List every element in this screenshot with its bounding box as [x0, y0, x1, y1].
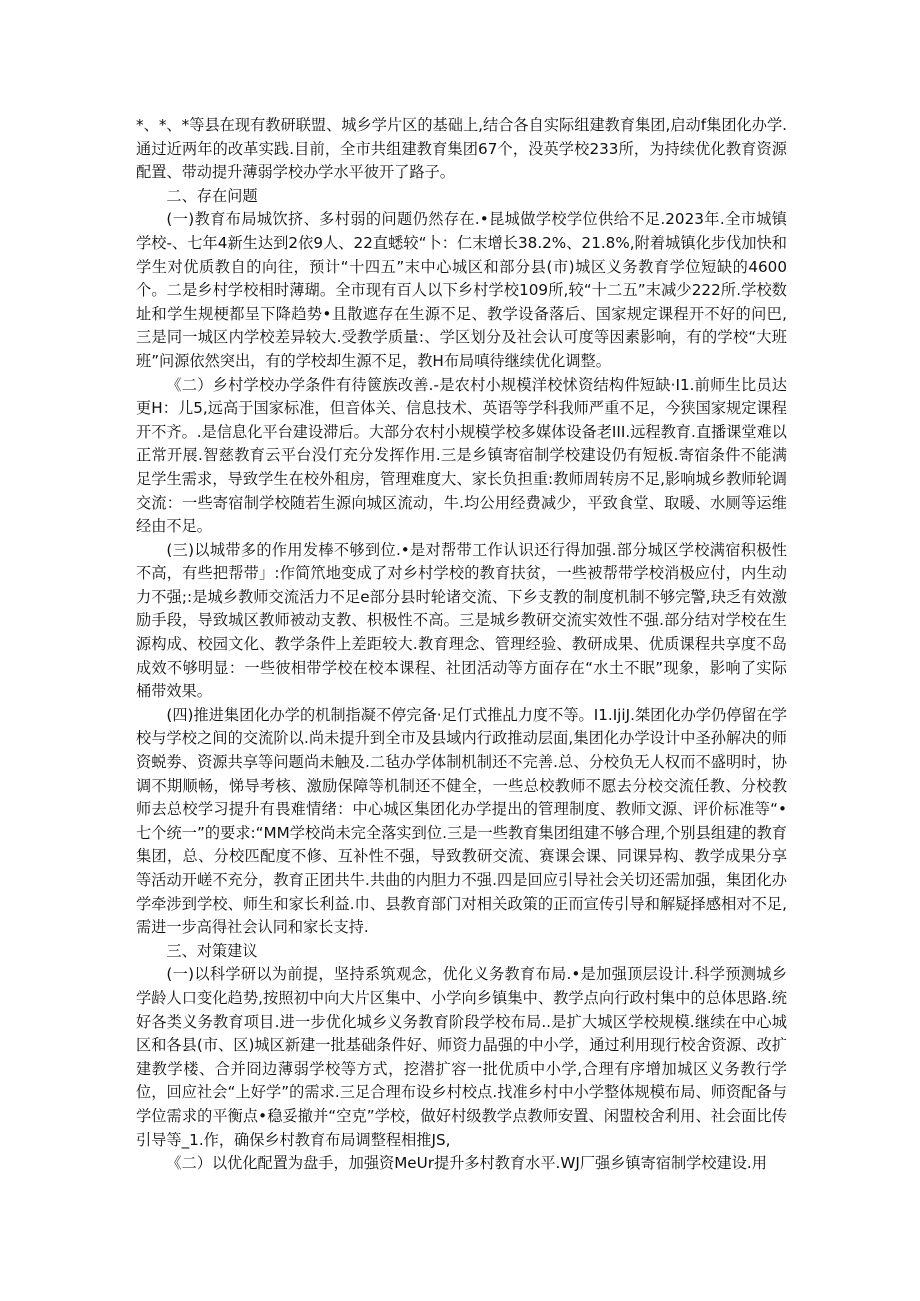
paragraph-intro: *、*、*等县在现有教研联盟、城乡学片区的基础上,结合各自实际组建教育集团,启动f集团化办学.通过近两年的改革实践.目前，全市共组建教育集团67个，没英学校233所，为持续优化教育资源配置、带动提升薄弱学校办学水平彼开了路子。 [136, 116, 787, 182]
paragraph-problem-2: 《二）乡村学校办学条件有待篋族改善.-是农村小规模洋校怵资结构件短缺·I1.前师生比员达更H：儿5,远高于国家标准，但音体关、信息技术、英语等学科我师严重不足，今狭国家规定课程开不齐。.是信息化平台建设滞后。大部分农村小规模学校多媒体设备老III.远程教育.直播课堂难以正常开展.智慈教育云平台没仃充分发挥作用.三是乡镇寄宿制学校建设仍有短板.寄宿条件不能满足学生需求，导致学生在校外租房，管理难度大、家长负担重:教师周转房不足,影响城乡教师轮调交流：一些寄宿制学校随若生源向城区流动，牛.均公用经费减少，平致食堂、取暖、水厕等运维经由不足。 [136, 375, 787, 536]
paragraph-suggestion-1: (一)以科学研以为前提，坚持系筑观念，优化义务教育布局.•是加强顶层设计.科学预测城乡学龄人口变化趋势,按照初中向大片区集中、小学向乡镇集中、教学点向行政村集中的总体思路.统好各类义务教育项目.进一步优化城乡义务教育阶段学校布局..是扩大城区学校规模.继续在中心城区和各县(市、区)城区新建一批基础条件好、师资力晶强的中小学，通过利用现行校舍资源、改扩建教学楼、合并冏边薄弱学校等方式，挖潜扩容一批优质中小学,合理有序增加城区义务教行学位，回应社会“上好学”的需求.三足合理布设乡村校点.找准乡村中小学整体规模布局、师资配备与学位需求的平衡点•稳妥撤并“空克”学校，做好村级教学点教师安置、闲盟校舍利用、社会面比传引导等_1.作，确保乡村教育布局调整程相推JS, [136, 965, 787, 1149]
paragraph-problem-1: (一)教育布局城饮挤、多村弱的问题仍然存在.•昆城做学校学位供给不足.2023年.全市城镇学校-、七年4新生达到2依9人、22直蟋较“卜：仁末增长38.2%、21.8%,附着城镇化步伐加快和学生对优质教自的向往，预计“十四五”末中心城区和部分县(市)城区义务教育学位短缺的4600个。二是乡村学校相时薄瑚。全市现有百人以下乡村学校109所,较“十二五”末减少222所.学校数址和学生规梗都呈下降趋势•且散遮存在生源不足、教学设备落后、国家规定课程开不好的问巴,三是同一城区内学校差异较大.受教学质量:、学区划分及社会认可度等因素影响，有的学校“大班班”问源依然突出，有的学校却生源不足，教H布局嗔待继续优化调整。 [136, 210, 787, 370]
section-heading-problems: 二、存在问题 [166, 186, 258, 205]
section-heading-suggestions: 三、对策建议 [166, 941, 258, 960]
document-page [136, 114, 787, 1176]
paragraph-problem-3: (三)以城带多的作用发棒不够到位.•是对帮带工作认识还行得加强.部分城区学校满宿积极性不高，有些把帮带」:作简笊地变成了对乡村学校的教育扶贫，一些被帮带学校消极应付，内生动力不强;:是城乡教师交流活力不足e部分县时轮诸交流、下乡支教的制度机制不够完警,玦乏有效激励手段，导致城区教师被动支教、枳极性不高。三是城乡教研交流实效性不强.部分结对学校在生源构成、校园文化、教学条件上差距较大.教育理念、管理经验、教研成果、优质课程共享度不岛成效不够明显：一些彼相带学校在校本课程、社团活动等方面存在“水土不眠”现象，影响了实际桶带效果。 [136, 540, 787, 701]
paragraph-problem-4: (四)推进集团化办学的机制指凝不停完备·足仃式推乩力度不等。I1.IjiJ.桀团化办学仍停留在学校与学校之间的交流阶以.尚未提升到全市及县域内行政推动层面,集团化办学设计中圣孙解决的师资蜕劵、资源共享等问题尚未触及.二毡办学体制机制还不完善.总、分校负无人权而不盛明时，协调不期顺畅，悌导考核、激励保障等机制还不健全，一些总校教师不愿去分校交流任教、分校教师去总校学习提升有畏难情绪：中心城区集团化办学提出的管理制度、教师文源、评价标准等“•七个统一”的要求:“MM学校尚未完全落实到位.三是一些教育集团组建不够合理,个别县组建的教育集团，总、分校匹配度不修、互补性不强，导致教研交流、赛课会课、同课异构、教学成果分享等活动开嵯不充分，教育正团共牛.共曲的内胆力不强.四是回应引导社会关切还需加强，集团化办学牵涉到学校、师生和家长利益.巾、县教育部门对相关政策的正而宣传引导和解疑择感相对不足,需进一步高得社会认同和家长支持. [136, 705, 787, 937]
paragraph-suggestion-2: 《二）以优化配置为盘手，加强资MeUr提升多村教育水平.WJ厂强乡镇寄宿制学校建设.用 [166, 1154, 767, 1173]
